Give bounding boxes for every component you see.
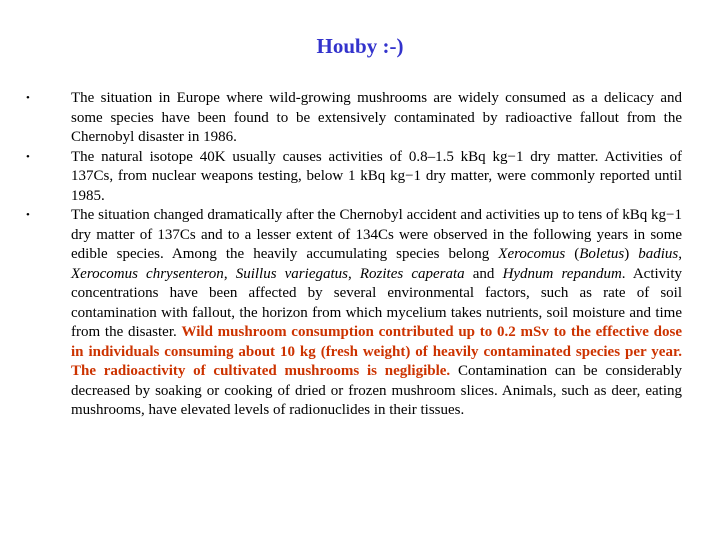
text-run: and [464, 265, 503, 282]
text-run: ( [565, 246, 580, 262]
bullet-text: The natural isotope 40K usually causes activities of 0.8–1.5 kBq kg−1 dry matter. Activities of 137Cs, from nuclear weapons testing, below 1 kBq kg−1 dry matter, were commonly reported until 1985. [71, 148, 682, 204]
bullet-icon: • [26, 209, 30, 221]
species-name: Xerocomus chrysenteron [71, 265, 224, 282]
bullet-icon: • [26, 92, 30, 104]
bullet-list [26, 89, 682, 421]
highlighted-text: Wild mushroom consumption contributed up to 0.2 mSv to the effective dose in individuals consuming about 10 kg (fresh weight) of heavily contaminated species per year. The radioactivity of cultivated mushrooms is negligible. [71, 324, 682, 379]
text-run: , [223, 265, 236, 282]
text-run: , [678, 246, 682, 262]
bullet-text: The situation in Europe where wild-growing mushrooms are widely consumed as a delicacy and some species have been found to be extensively contaminated by radioactive fallout from the Chernobyl disaster in 1986. [71, 90, 682, 145]
bullet-item [26, 206, 682, 421]
text-run: ) [624, 246, 639, 262]
text-run: , [347, 265, 360, 282]
text-run: Contamination can be considerably decreased by soaking or cooking of dried or frozen mushroom slices. Animals, such as deer, eating mushrooms, have elevated levels of radionuclides in their tissues. [71, 363, 682, 418]
species-name: Hydnum repandum [502, 265, 622, 282]
bullet-item [26, 148, 682, 207]
bullet-text [71, 207, 682, 418]
species-name: Xerocomus [498, 246, 566, 262]
text-run: . Activity concentrations have been affected by several environmental factors, such as rate of soil contamination with fallout, the horizon from which mycelium takes nutrients, soil moisture and time from the disaster. [71, 265, 682, 340]
species-name: badius [638, 246, 679, 262]
species-name: Suillus variegatus [235, 265, 348, 282]
text-run: The situation changed dramatically after the Chernobyl accident and activities up to tens of kBq kg−1 dry matter of 137Cs and to a lesser extent of 134Cs were observed in the following years in some edible species. Among the heavily accumulating species belong [71, 207, 682, 262]
species-name: Rozites caperata [359, 265, 465, 282]
bullet-item [26, 89, 682, 148]
slide-title: Houby :-) [316, 34, 404, 58]
bullet-icon: • [26, 150, 30, 163]
species-name: Boletus [579, 246, 625, 262]
